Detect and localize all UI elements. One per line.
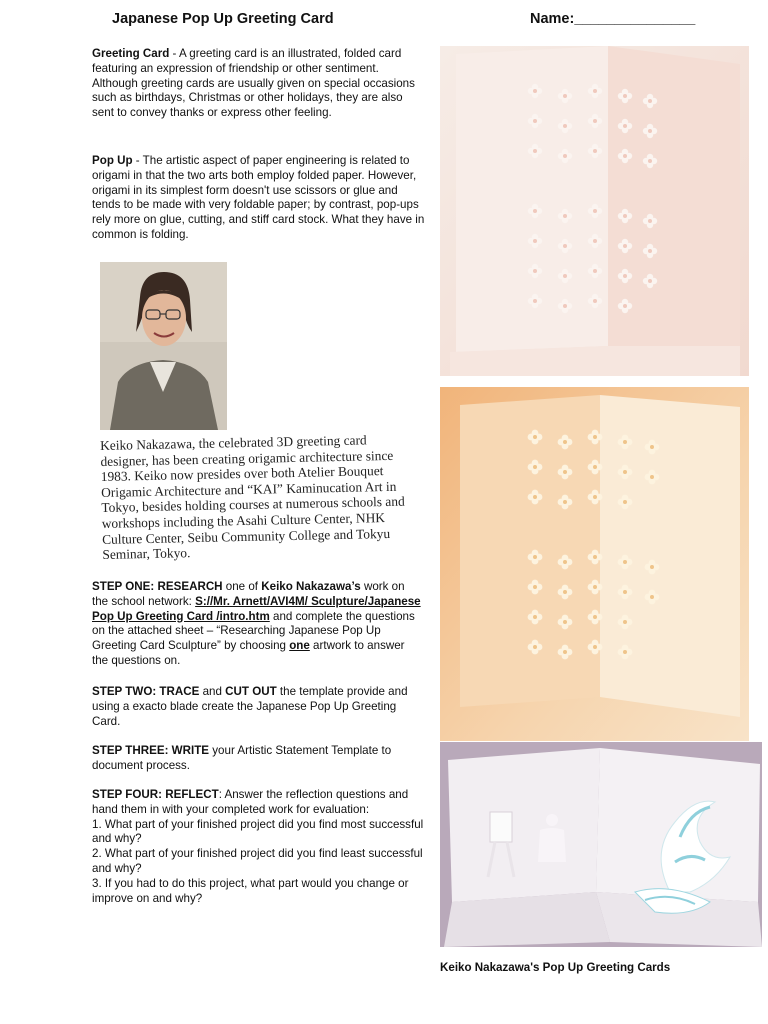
pop-up-definition	[92, 154, 428, 243]
step-one-text-d: artwork to answer the questions on.	[92, 639, 405, 667]
step-two-text: the template provide and using a exacto blade create the Japanese Pop Up Greeting Card.	[92, 685, 408, 728]
reflection-question-2: 2. What part of your finished project did you find least successful and why?	[92, 847, 423, 875]
step-one-emphasis: one	[289, 639, 310, 653]
step-four-label: STEP FOUR: REFLECT	[92, 788, 219, 801]
page-title: Japanese Pop Up Greeting Card	[112, 11, 334, 27]
greeting-card-definition	[92, 47, 418, 121]
step-one-text-a: one of	[222, 580, 262, 593]
step-one-artist: Keiko Nakazawa’s	[261, 580, 361, 593]
artist-biography: Keiko Nakazawa, the celebrated 3D greeting card designer, has been creating origamic architecture since 1983. Keiko now presides over both Atelier Bouquet Origamic Architecture and “KAI” Kaminucation Art in Tokyo, besides holding courses at numerous schools and workshops including the Asahi Culture Center, NHK Culture Center, Seibu Community College and Tokyu Seminar, Tokyo.	[100, 432, 405, 563]
photo-caption: Keiko Nakazawa's Pop Up Greeting Cards	[440, 961, 671, 974]
step-three	[92, 744, 422, 774]
step-four	[92, 788, 427, 906]
pop-up-card-photo-1	[440, 46, 749, 376]
step-one-label: STEP ONE: RESEARCH	[92, 580, 223, 593]
reflection-question-3: 3. If you had to do this project, what part would you change or improve on and why?	[92, 876, 409, 905]
pop-up-text: - The artistic aspect of paper engineering is related to origami in that the two arts both employ folded paper. However, origami in its simplest form doesn't use scissors or glue and tends to be made with very foldable paper; by contrast, pop-ups rely more on glue, cutting, and stiff card stock. What they have in common is folding.	[92, 154, 425, 241]
pop-up-card-photo-3	[440, 742, 762, 947]
step-three-label: STEP THREE: WRITE	[92, 744, 210, 757]
step-three-text: your Artistic Statement Template to document process.	[92, 744, 392, 772]
greeting-card-text: - A greeting card is an illustrated, folded card featuring an expression of friendship or other sentiment. Although greeting cards are usually given on special occasions such as birthdays, Christmas or other holidays, they are also sent to convey thanks or express other feeling.	[92, 47, 415, 120]
pop-up-term: Pop Up	[92, 154, 133, 167]
pop-up-card-photo-2	[440, 387, 749, 741]
step-one-text-c: and complete the questions on the attached sheet – “Researching Japanese Pop Up Greeting Card Sculpture” by choosing	[92, 609, 415, 653]
reflection-question-1: 1. What part of your finished project did you find most successful and why?	[92, 817, 424, 846]
step-one	[92, 580, 422, 669]
network-path-link[interactable]: S://Mr. Arnett/AVI4M/ Sculpture/Japanese Pop Up Greeting Card /intro.htm	[92, 594, 421, 623]
step-two-cut: CUT OUT	[225, 685, 277, 698]
step-two-and: and	[199, 685, 226, 698]
step-four-text: : Answer the reflection questions and hand them in with your completed work for evaluation:	[92, 788, 409, 816]
name-field-label: Name:_______________	[530, 11, 696, 27]
step-two-label: STEP TWO: TRACE	[92, 685, 200, 698]
step-one-text-b: work on the school network:	[92, 580, 405, 608]
artist-portrait	[100, 262, 227, 430]
step-two	[92, 685, 422, 729]
greeting-card-term: Greeting Card	[92, 47, 170, 60]
